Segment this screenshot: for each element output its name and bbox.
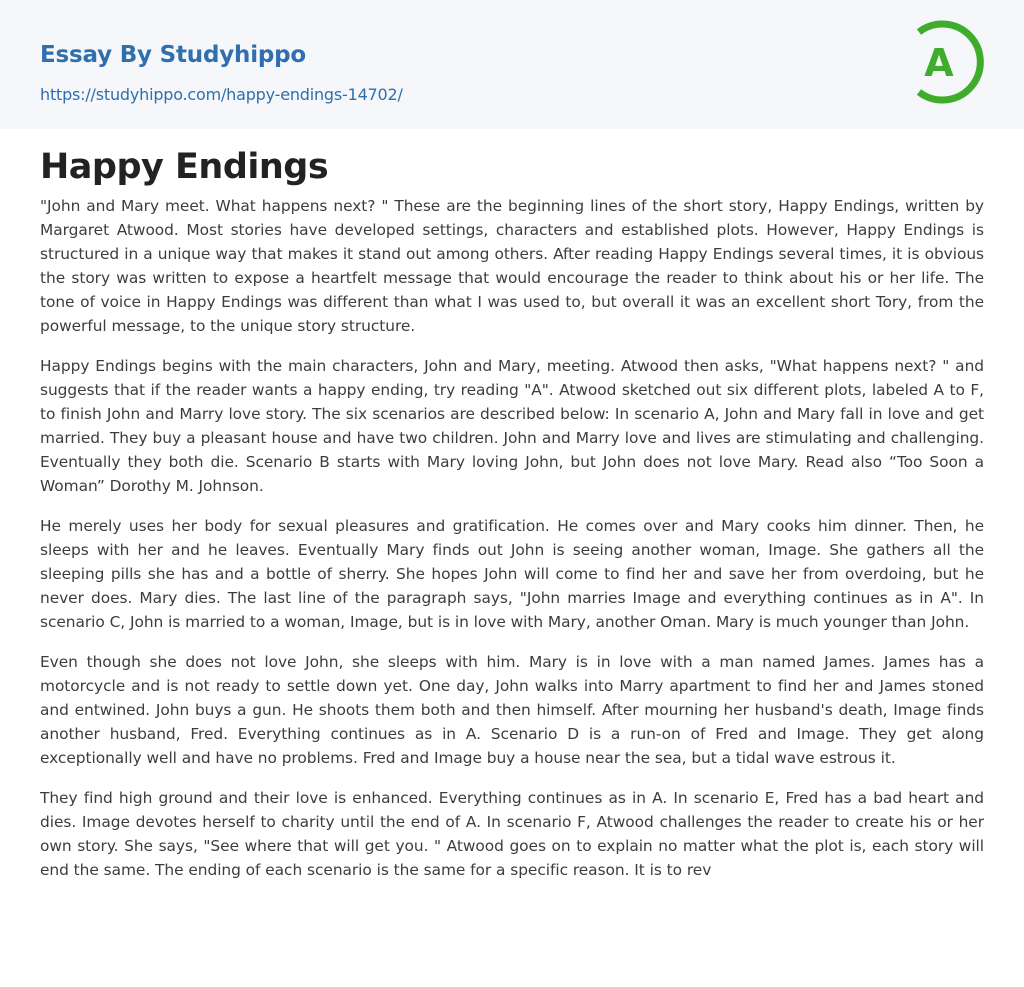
essay-title: Happy Endings xyxy=(40,147,329,187)
essay-content xyxy=(40,144,984,898)
logo-letter: A xyxy=(924,41,954,85)
essay-paragraph-2: Happy Endings begins with the main characters, John and Mary, meeting. Atwood then asks, "What happens next? " and suggests that if the reader wants a happy ending, try reading "A". Atwood sketched out six different plots, labeled A to F, to finish John and Marry love story. The six scenarios are described below: In scenario A, John and Mary fall in love and get married. They buy a pleasant house and have two children. John and Marry love and lives are stimulating and challenging. Eventually they both die. Scenario B starts with Mary loving John, but John does not love Mary. Read also “Too Soon a Woman” Dorothy M. Johnson. xyxy=(40,357,984,495)
essay-url-link[interactable]: https://studyhippo.com/happy-endings-14702/ xyxy=(40,85,403,104)
essay-paragraph-3: He merely uses her body for sexual pleasures and gratification. He comes over and Mary cooks him dinner. Then, he sleeps with her and he leaves. Eventually Mary finds out John is seeing another woman, Image. She gathers all the sleeping pills she has and a bottle of sherry. She hopes John will come to find her and save her from overdoing, but he never does. Mary dies. The last line of the paragraph says, "John marries Image and everything continues as in A". In scenario C, John is married to a woman, Image, but is in love with Mary, another Oman. Mary is much younger than John. xyxy=(40,517,984,631)
logo-ring-icon xyxy=(911,18,987,106)
essay-paragraph-1: "John and Mary meet. What happens next? " These are the beginning lines of the short story, Happy Endings, written by Margaret Atwood. Most stories have developed settings, characters and established plots. However, Happy Endings is structured in a unique way that makes it stand out among others. After reading Happy Endings several times, it is obvious the story was written to expose a heartfelt message that would encourage the reader to think about his or her life. The tone of voice in Happy Endings was different than what I was used to, but overall it was an excellent short Tory, from the powerful message, to the unique story structure. xyxy=(40,197,984,335)
essay-paragraph-5: They find high ground and their love is enhanced. Everything continues as in A. In scenario E, Fred has a bad heart and dies. Image devotes herself to charity until the end of A. In scenario F, Atwood challenges the reader to create his or her own story. She says, "See where that will get you. " Atwood goes on to explain no matter what the plot is, each story will end the same. The ending of each scenario is the same for a specific reason. It is to rev xyxy=(40,789,984,879)
essay-paragraph-4: Even though she does not love John, she sleeps with him. Mary is in love with a man named James. James has a motorcycle and is not ready to settle down yet. One day, John walks into Marry apartment to find her and James stoned and entwined. John buys a gun. He shoots them both and then himself. After mourning her husband's death, Image finds another husband, Fred. Everything continues as in A. Scenario D is a run-on of Fred and Image. They get along exceptionally well and have no problems. Fred and Image buy a house near the sea, but a tidal wave estrous it. xyxy=(40,653,984,767)
brand-title[interactable]: Essay By Studyhippo xyxy=(40,42,307,68)
site-header xyxy=(0,0,1024,129)
studyhippo-logo[interactable] xyxy=(911,18,987,106)
